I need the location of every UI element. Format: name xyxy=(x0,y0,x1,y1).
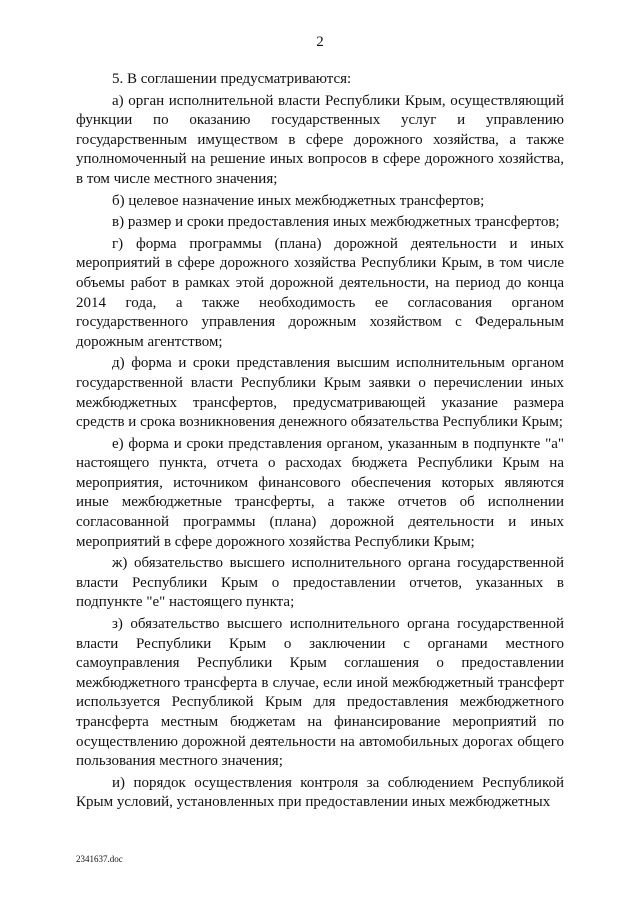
document-body xyxy=(76,70,564,815)
paragraph-item-z: з) обязательство высшего исполнительного органа государственной власти Республики Крым о заключении с органами местного самоуправления Республики Крым соглашения о предоставлении межбюджетного трансферта в случае, если иной межбюджетный трансферт используется Республикой Крым для предоставления межбюджетного трансферта местным бюджетам на финансирование мероприятий по осуществлению дорожной деятельности на автомобильных дорогах общего пользования местного значения; xyxy=(76,616,564,770)
paragraph-item-b: б) целевое назначение иных межбюджетных трансфертов; xyxy=(112,192,485,209)
paragraph-item-g: г) форма программы (плана) дорожной деятельности и иных мероприятий в сфере дорожного хозяйства Республики Крым, в том числе объемы работ в рамках этой дорожной деятельности, на период до конца 2014 года, а также необходимость ее согласования органом государственного управления дорожным хозяйством с Федеральным дорожным агентством; xyxy=(76,235,564,350)
paragraph-item-zh: ж) обязательство высшего исполнительного органа государственной власти Республики Крым о предоставлении отчетов, указанных в подпункте "е" настоящего пункта; xyxy=(76,555,564,611)
paragraph-item-d: д) форма и сроки представления высшим исполнительным органом государственной власти Республики Крым заявки о перечислении иных межбюджетных трансфертов, предусматривающей указание размера средств и срока возникновения денежного обязательства Республики Крым; xyxy=(76,355,564,431)
paragraph-item-a: а) орган исполнительной власти Республики Крым, осуществляющий функции по оказанию государственных услуг и управлению государственным имуществом в сфере дорожного хозяйства, а также уполномоченный на решение иных вопросов в сфере дорожного хозяйства, в том числе местного значения; xyxy=(76,92,564,187)
paragraph-item-e: е) форма и сроки представления органом, указанным в подпункте "а" настоящего пункта, отчета о расходах бюджета Республики Крым на мероприятия, источником финансового обеспечения которых являются иные межбюджетные трансферты, а также отчетов об исполнении согласованной программы (плана) дорожной деятельности и иных мероприятий в сфере дорожного хозяйства Республики Крым; xyxy=(76,435,564,550)
paragraph-item-i: и) порядок осуществления контроля за соблюдением Республикой Крым условий, установленных при предоставлении иных межбюджетных xyxy=(76,774,564,811)
paragraph-intro: 5. В соглашении предусматриваются: xyxy=(112,71,352,87)
page-number: 2 xyxy=(316,34,324,50)
file-name-footer: 2341637.doc xyxy=(76,854,123,864)
paragraph-item-v: в) размер и сроки предоставления иных межбюджетных трансфертов; xyxy=(112,214,560,231)
